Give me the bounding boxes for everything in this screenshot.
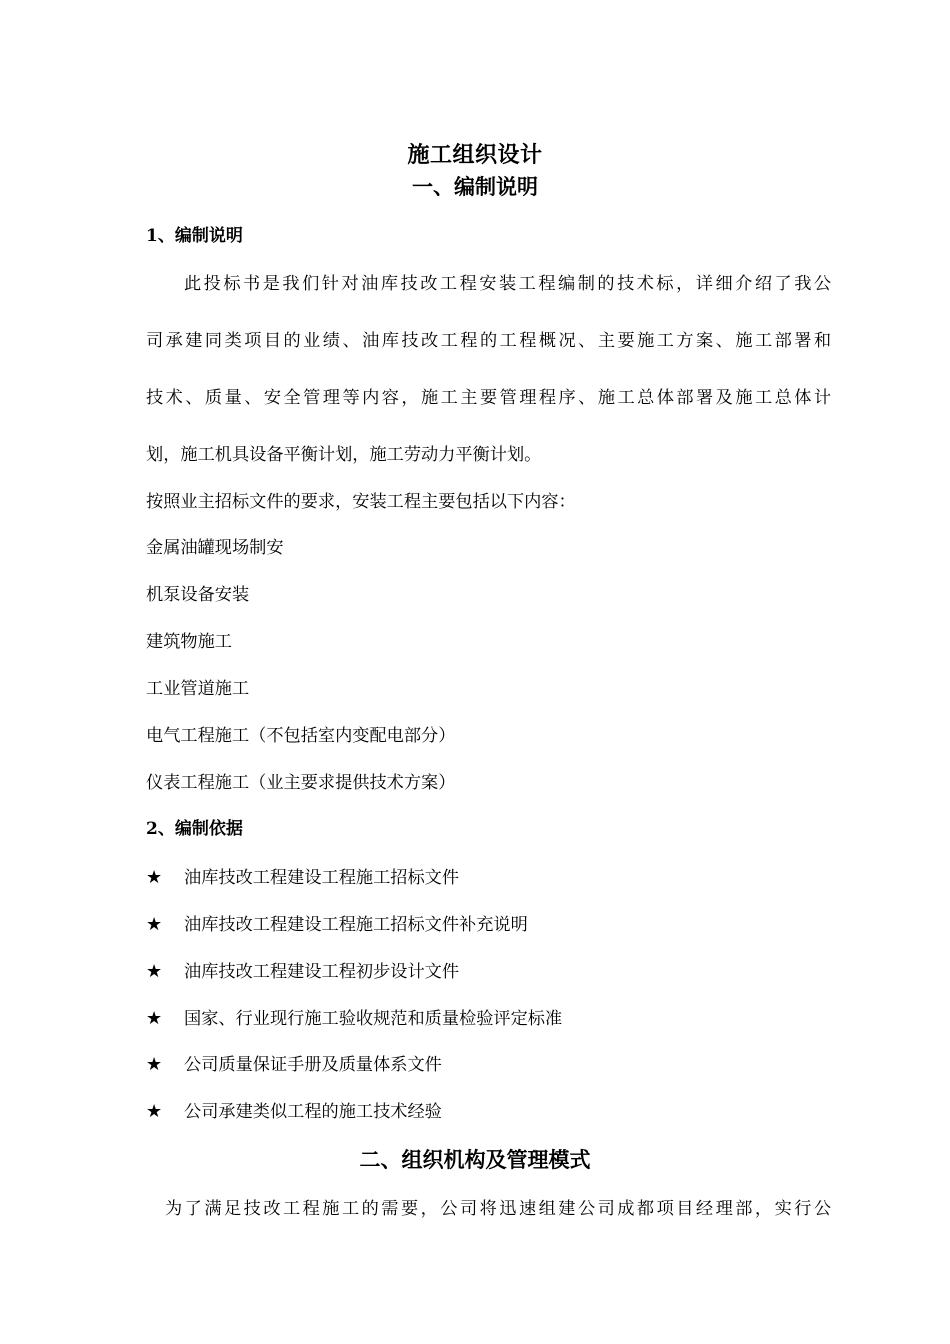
organization-paragraph-line: 为了满足技改工程施工的需要，公司将迅速组建公司成都项目经理部，实行公 [165, 1199, 832, 1219]
star-icon: ★ [146, 961, 163, 982]
intro-paragraph-line: 技术、质量、安全管理等内容，施工主要管理程序、施工总体部署及施工总体计 [146, 388, 832, 408]
scope-item: 仪表工程施工（业主要求提供技术方案） [146, 773, 456, 793]
scope-item: 电气工程施工（不包括室内变配电部分） [146, 726, 456, 746]
star-icon: ★ [146, 1008, 163, 1029]
scope-intro: 按照业主招标文件的要求，安装工程主要包括以下内容： [146, 492, 576, 512]
basis-item-text: 国家、行业现行施工验收规范和质量检验评定标准 [184, 1009, 563, 1029]
scope-item: 金属油罐现场制安 [146, 538, 284, 558]
star-icon: ★ [146, 914, 163, 935]
basis-item-text: 油库技改工程建设工程施工招标文件 [184, 868, 460, 888]
basis-list-item [146, 960, 459, 984]
intro-paragraph-line: 划，施工机具设备平衡计划，施工劳动力平衡计划。 [146, 445, 542, 465]
basis-list-item [146, 1007, 562, 1031]
basis-item-text: 油库技改工程建设工程初步设计文件 [184, 962, 460, 982]
subheading-compilation-basis: 2、编制依据 [146, 819, 243, 839]
section-title-compilation-notes: 一、编制说明 [412, 174, 538, 199]
basis-list-item [146, 866, 459, 890]
basis-list-item [146, 1100, 442, 1124]
scope-item: 工业管道施工 [146, 679, 250, 699]
document-title: 施工组织设计 [407, 142, 543, 168]
intro-paragraph-line: 司承建同类项目的业绩、油库技改工程的工程概况、主要施工方案、施工部署和 [146, 331, 832, 351]
star-icon: ★ [146, 867, 163, 888]
star-icon: ★ [146, 1101, 163, 1122]
basis-item-text: 公司质量保证手册及质量体系文件 [184, 1055, 442, 1075]
basis-item-text: 公司承建类似工程的施工技术经验 [184, 1102, 442, 1122]
basis-item-text: 油库技改工程建设工程施工招标文件补充说明 [184, 915, 528, 935]
scope-item: 机泵设备安装 [146, 585, 250, 605]
subheading-compilation-notes: 1、编制说明 [146, 226, 243, 246]
star-icon: ★ [146, 1054, 163, 1075]
basis-list-item [146, 1053, 442, 1077]
intro-paragraph-line: 此投标书是我们针对油库技改工程安装工程编制的技术标，详细介绍了我公 [184, 274, 832, 294]
scope-item: 建筑物施工 [146, 632, 232, 652]
basis-list-item [146, 913, 528, 937]
section-title-organization: 二、组织机构及管理模式 [359, 1147, 591, 1172]
